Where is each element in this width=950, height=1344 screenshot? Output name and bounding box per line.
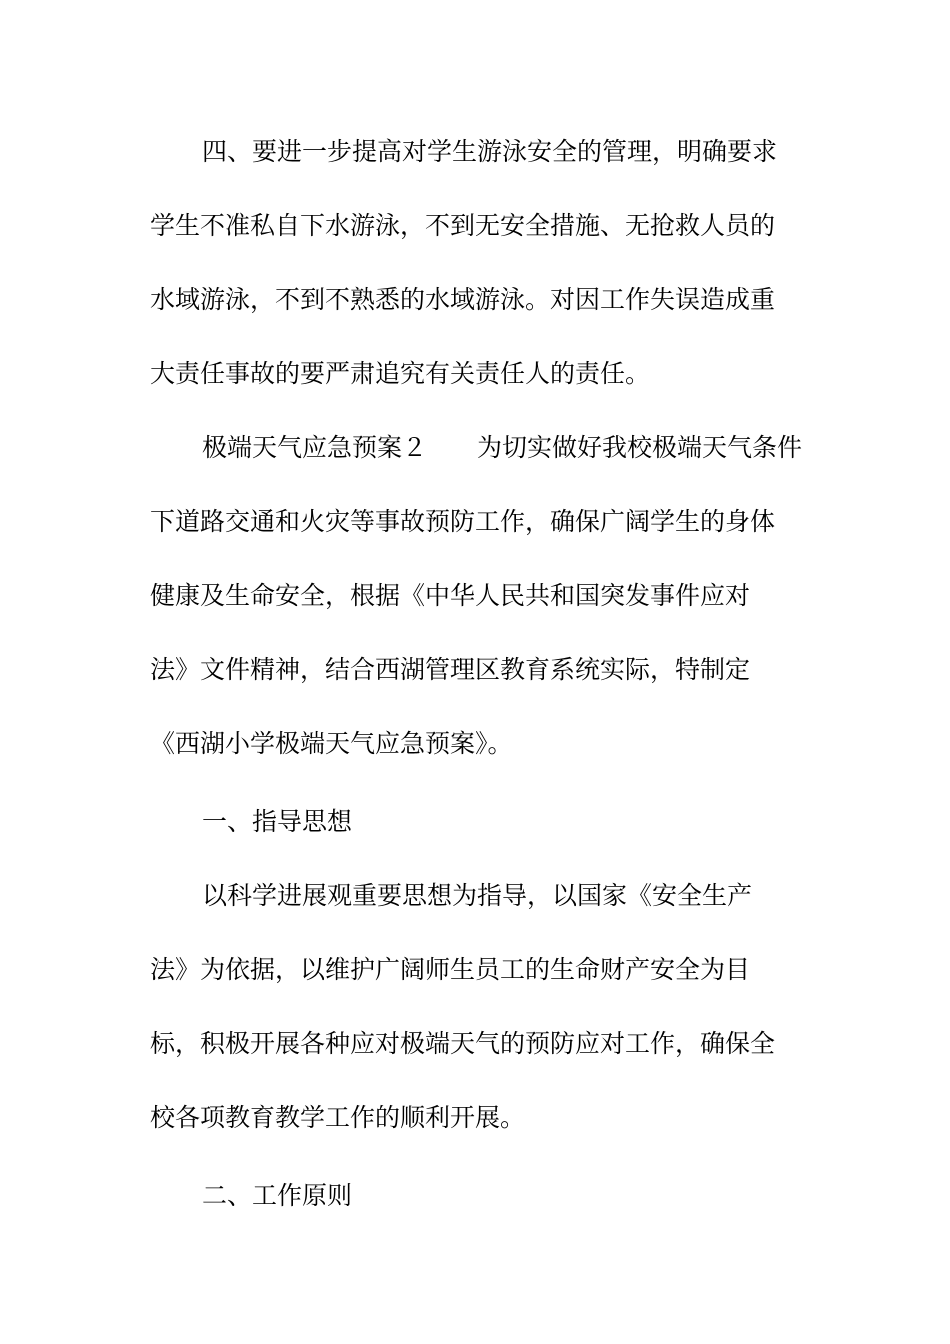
text-line-2: 学生不准私自下水游泳，不到无安全措施、无抢救人员的 <box>150 211 776 240</box>
text-line-1: 四、要进一步提高对学生游泳安全的管理，明确要求 <box>202 137 778 166</box>
text-line-9: 《西湖小学极端天气应急预案》。 <box>150 729 513 758</box>
text-line-4: 大责任事故的要严肃追究有关责任人的责任。 <box>150 359 651 388</box>
text-line-11: 以科学进展观重要思想为指导，以国家《安全生产 <box>202 881 753 910</box>
text-line-12: 法》为依据，以维护广阔师生员工的生命财产安全为目 <box>150 955 751 984</box>
section-heading-2: 二、工作原则 <box>202 1181 353 1210</box>
text-line-13: 标，积极开展各种应对极端天气的预防应对工作，确保全 <box>150 1029 776 1058</box>
section-heading-1: 一、指导思想 <box>202 807 353 836</box>
text-line-8: 法》文件精神，结合西湖管理区教育系统实际，特制定 <box>150 655 751 684</box>
text-line-5: 极端天气应急预案２ 为切实做好我校极端天气条件 <box>202 433 803 462</box>
text-line-6: 下道路交通和火灾等事故预防工作，确保广阔学生的身体 <box>150 507 776 536</box>
text-line-3: 水域游泳，不到不熟悉的水域游泳。对因工作失误造成重 <box>150 285 776 314</box>
text-line-14: 校各项教育教学工作的顺利开展。 <box>150 1103 526 1132</box>
text-line-7: 健康及生命安全，根据《中华人民共和国突发事件应对 <box>150 581 751 610</box>
